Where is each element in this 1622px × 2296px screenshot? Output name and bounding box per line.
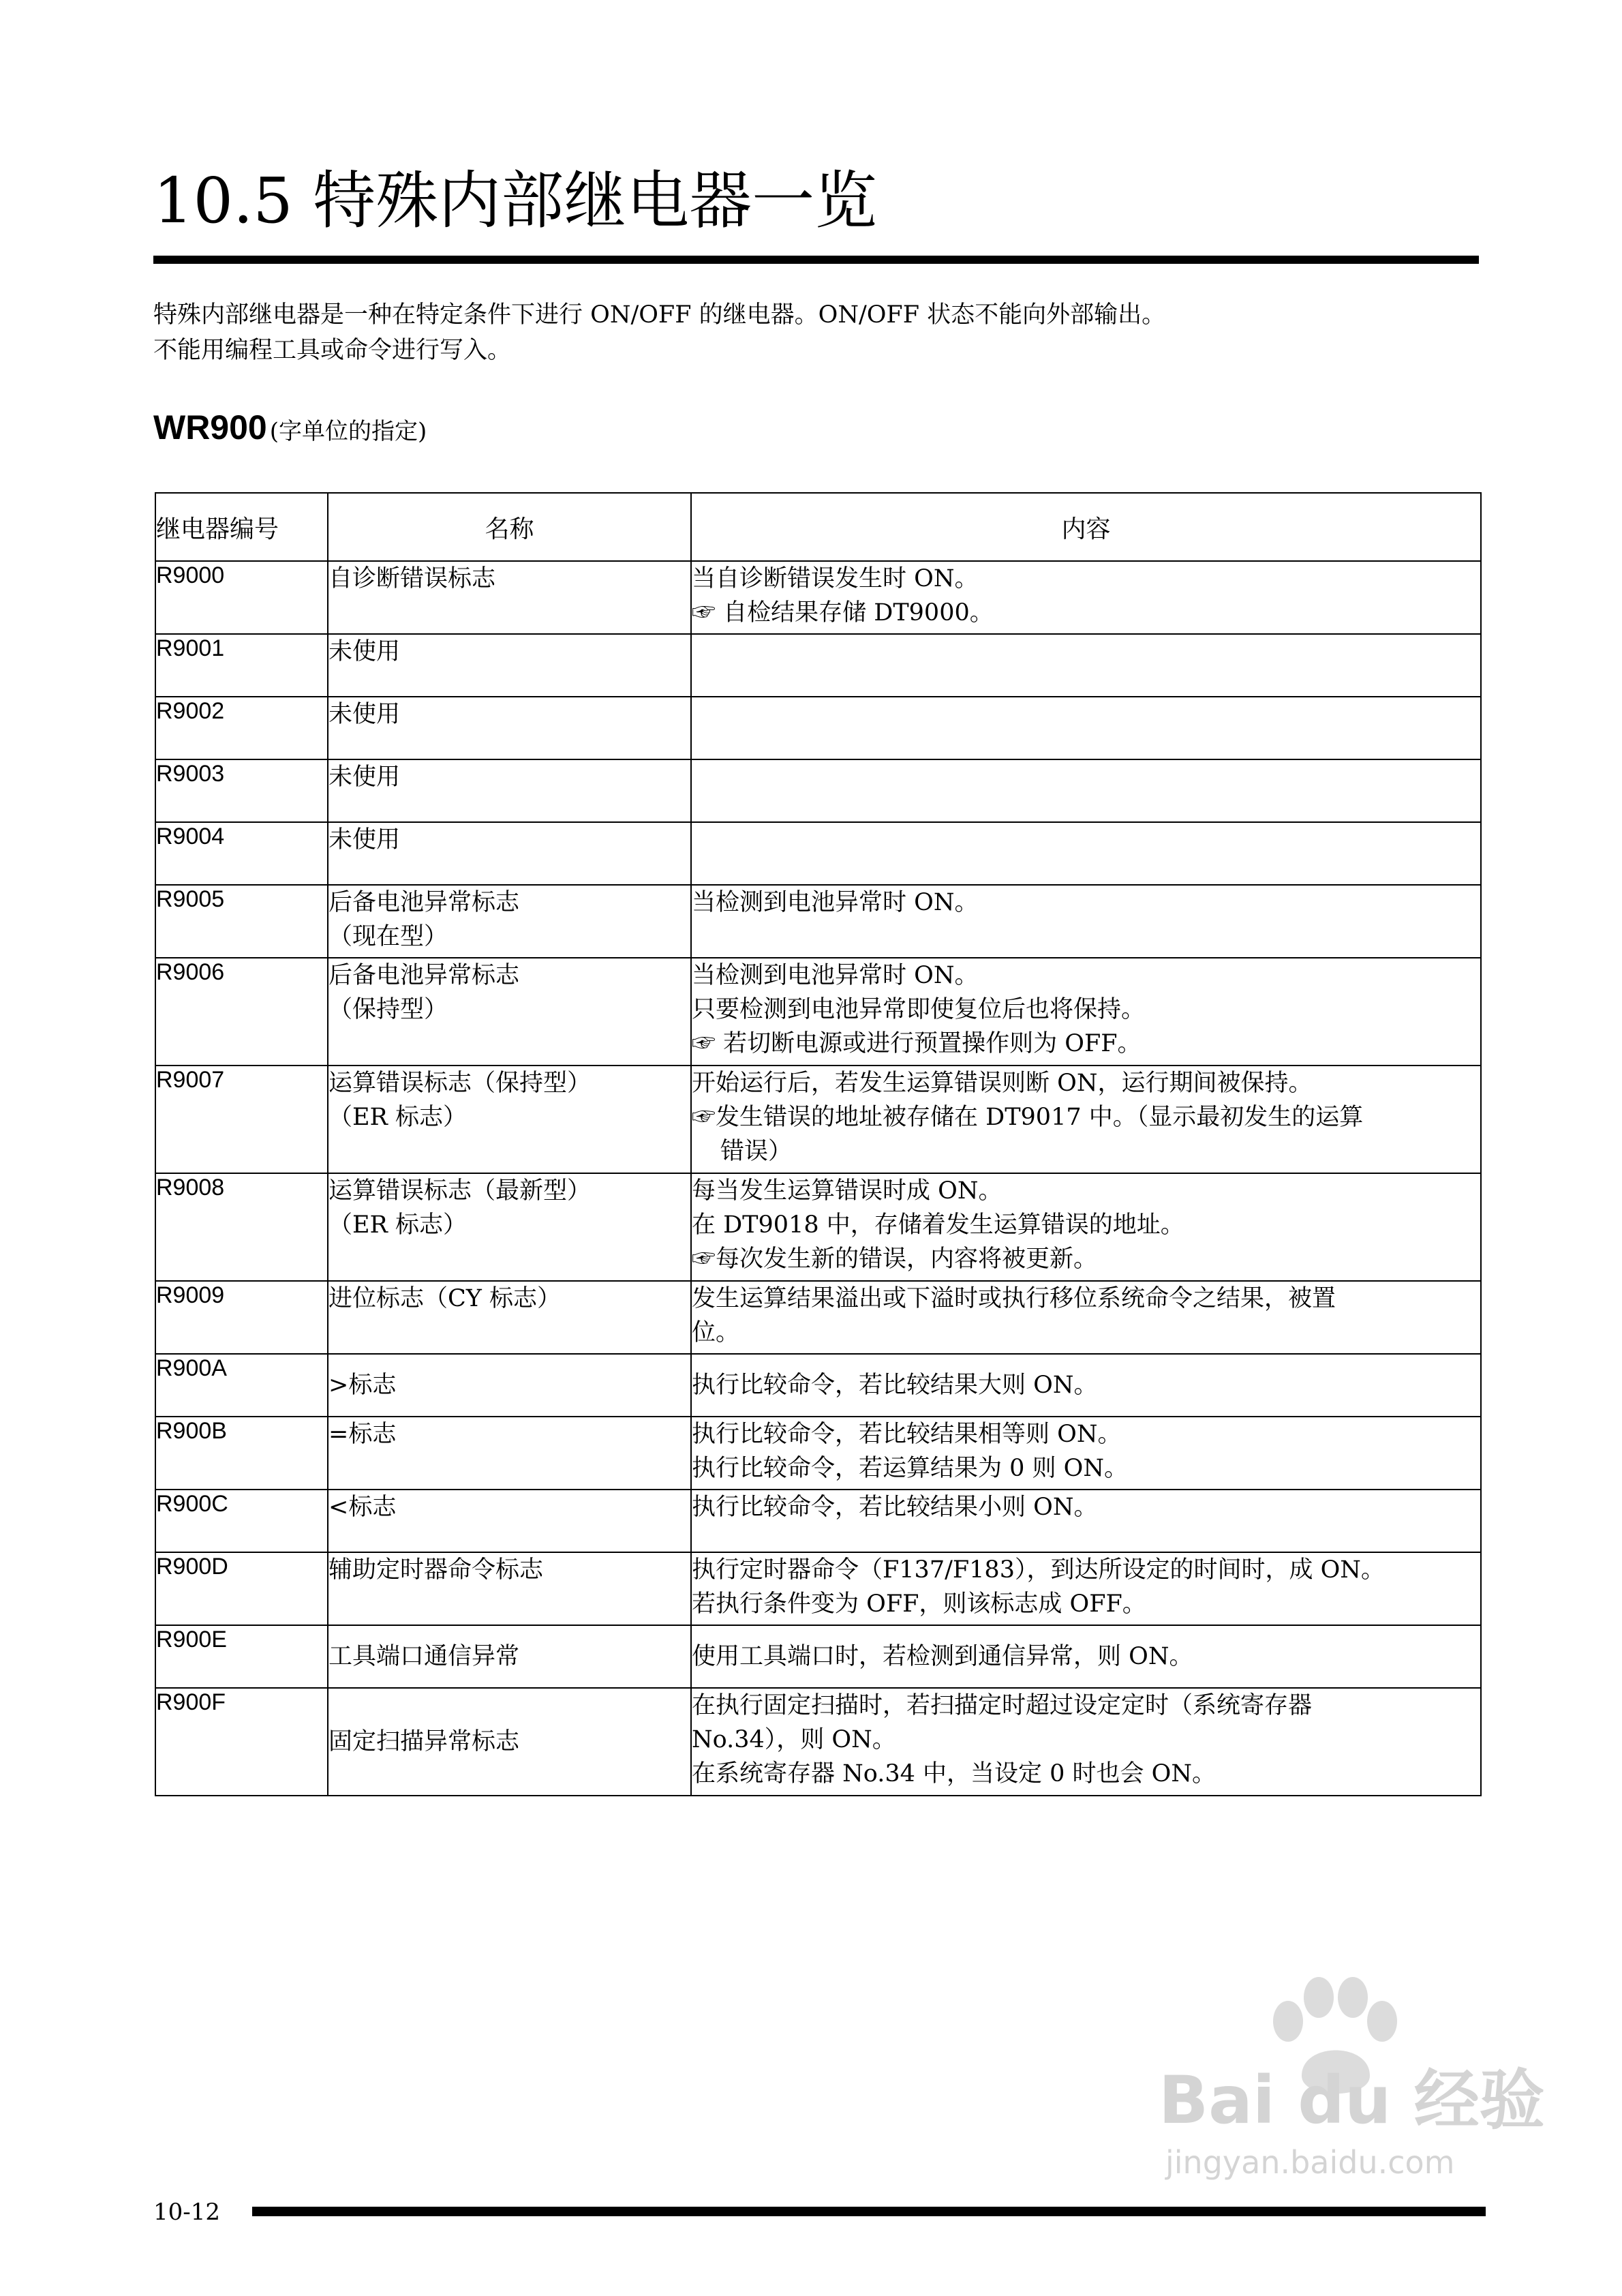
name-line: 未使用 [328, 701, 401, 728]
header-content: 内容 [691, 493, 1481, 561]
relay-no: R9001 [155, 634, 328, 697]
section-note: (字单位的指定) [269, 418, 427, 445]
relay-name [328, 885, 691, 958]
name-line: 运算错误标志（保持型） [328, 1070, 592, 1097]
relay-name [328, 561, 691, 634]
relay-content [691, 1490, 1481, 1552]
relay-name [328, 1066, 691, 1173]
intro-line-1: 特殊内部继电器是一种在特定条件下进行 ON/OFF 的继电器。ON/OFF 状态不能向外部输出。 [153, 301, 1166, 329]
relay-content [691, 958, 1481, 1066]
relay-content [691, 1688, 1481, 1796]
table-header-row [155, 493, 1481, 561]
relay-name [328, 1417, 691, 1490]
watermark [1159, 1974, 1545, 2181]
content-line: 在执行固定扫描时，若扫描定时超过设定定时（系统寄存器 [692, 1692, 1313, 1719]
content-line: 每当发生运算错误时成 ON。 [692, 1177, 1003, 1205]
intro-text [153, 297, 1165, 368]
page-number: 10-12 [153, 2199, 221, 2226]
relay-no: R900D [155, 1552, 328, 1625]
relay-content [691, 1417, 1481, 1490]
relay-no: R9000 [155, 561, 328, 634]
name-line: >标志 [328, 1372, 397, 1399]
name-line: =标志 [328, 1421, 397, 1448]
content-line: 在 DT9018 中，存储着发生运算错误的地址。 [692, 1211, 1184, 1239]
watermark-brand: Bai du 经验 [1159, 2062, 1545, 2139]
content-line: 执行比较命令，若运算结果为 0 则 ON。 [692, 1455, 1128, 1482]
relay-content [691, 561, 1481, 634]
table-row [155, 1490, 1481, 1552]
relay-name [328, 759, 691, 822]
relay-no: R900E [155, 1625, 328, 1688]
table-row [155, 634, 1481, 697]
content-line: 当自诊断错误发生时 ON。 [692, 565, 979, 592]
relay-content [691, 1066, 1481, 1173]
name-line: 运算错误标志（最新型） [328, 1177, 592, 1205]
content-line: 只要检测到电池异常即使复位后也将保持。 [692, 996, 1146, 1023]
relay-name [328, 1552, 691, 1625]
footer-divider [252, 2207, 1486, 2216]
table-row [155, 561, 1481, 634]
intro-line-2: 不能用编程工具或命令进行写入。 [153, 337, 512, 364]
name-line: （保持型） [328, 996, 448, 1023]
relay-no: R9009 [155, 1281, 328, 1354]
relay-content [691, 1552, 1481, 1625]
table-row [155, 1173, 1481, 1281]
content-line: 若执行条件变为 OFF，则该标志成 OFF。 [692, 1590, 1146, 1618]
content-line: ☞发生错误的地址被存储在 DT9017 中。（显示最初发生的运算 [692, 1104, 1364, 1131]
table-row [155, 958, 1481, 1066]
relay-no: R900F [155, 1688, 328, 1796]
content-line: 在系统寄存器 No.34 中，当设定 0 时也会 ON。 [692, 1760, 1216, 1787]
header-name: 名称 [328, 493, 691, 561]
table-row [155, 822, 1481, 885]
table-row [155, 759, 1481, 822]
relay-content [691, 634, 1481, 697]
relay-name [328, 1354, 691, 1417]
table-row [155, 1281, 1481, 1354]
table-row [155, 1066, 1481, 1173]
table-row [155, 1552, 1481, 1625]
name-line: 工具端口通信异常 [328, 1643, 520, 1670]
relay-no: R900A [155, 1354, 328, 1417]
name-line: 辅助定时器命令标志 [328, 1556, 544, 1584]
relay-name [328, 1688, 691, 1796]
name-line: 固定扫描异常标志 [328, 1728, 520, 1755]
content-line: 错误） [720, 1138, 793, 1165]
relay-no: R9007 [155, 1066, 328, 1173]
relay-name [328, 822, 691, 885]
relay-content [691, 1625, 1481, 1688]
relay-name [328, 697, 691, 759]
table-row [155, 1688, 1481, 1796]
table-row [155, 1625, 1481, 1688]
name-line: （ER 标志） [328, 1211, 468, 1239]
relay-content [691, 697, 1481, 759]
content-line: 执行比较命令，若比较结果大则 ON。 [692, 1372, 1098, 1399]
section-name: WR900 [153, 408, 267, 447]
relay-no: R900B [155, 1417, 328, 1490]
relay-no: R9002 [155, 697, 328, 759]
name-line: 自诊断错误标志 [328, 565, 496, 592]
header-relay-no: 继电器编号 [155, 493, 328, 561]
relay-name [328, 634, 691, 697]
relay-content [691, 1173, 1481, 1281]
name-line: 未使用 [328, 638, 401, 665]
relay-no: R9008 [155, 1173, 328, 1281]
content-line: No.34），则 ON。 [692, 1726, 896, 1753]
relay-name [328, 1625, 691, 1688]
relay-content [691, 822, 1481, 885]
content-line: 当检测到电池异常时 ON。 [692, 889, 979, 916]
name-line: 未使用 [328, 764, 401, 791]
content-line: 执行比较命令，若比较结果小则 ON。 [692, 1494, 1098, 1521]
name-line: （ER 标志） [328, 1104, 468, 1131]
relay-content [691, 759, 1481, 822]
watermark-url: jingyan.baidu.com [1165, 2144, 1455, 2181]
relay-no: R9003 [155, 759, 328, 822]
content-line: 使用工具端口时，若检测到通信异常，则 ON。 [692, 1643, 1193, 1670]
relay-content [691, 885, 1481, 958]
content-line: 位。 [692, 1319, 740, 1346]
title-divider [153, 256, 1479, 264]
content-line: ☞每次发生新的错误，内容将被更新。 [692, 1245, 1098, 1273]
relay-no: R9004 [155, 822, 328, 885]
relay-content [691, 1281, 1481, 1354]
special-relay-table [155, 492, 1482, 1796]
content-line: ☞ 自检结果存储 DT9000。 [692, 599, 994, 626]
content-line: 当检测到电池异常时 ON。 [692, 962, 979, 989]
name-line: 后备电池异常标志 [328, 889, 520, 916]
content-line: 执行定时器命令（F137/F183），到达所设定的时间时，成 ON。 [692, 1556, 1385, 1584]
table-row [155, 1417, 1481, 1490]
table-row [155, 1354, 1481, 1417]
name-line: 进位标志（CY 标志） [328, 1285, 562, 1312]
relay-name [328, 1281, 691, 1354]
relay-name [328, 1490, 691, 1552]
content-line: 发生运算结果溢出或下溢时或执行移位系统命令之结果，被置 [692, 1285, 1336, 1312]
name-line: 后备电池异常标志 [328, 962, 520, 989]
content-line: 执行比较命令，若比较结果相等则 ON。 [692, 1421, 1122, 1448]
content-line: ☞ 若切断电源或进行预置操作则为 OFF。 [692, 1030, 1142, 1057]
name-line: （现在型） [328, 923, 448, 950]
relay-name [328, 958, 691, 1066]
content-line: 开始运行后，若发生运算错误则断 ON，运行期间被保持。 [692, 1070, 1313, 1097]
name-line: <标志 [328, 1494, 397, 1521]
relay-name [328, 1173, 691, 1281]
relay-no: R9005 [155, 885, 328, 958]
table-row [155, 885, 1481, 958]
section-heading [153, 408, 427, 447]
relay-content [691, 1354, 1481, 1417]
name-line: 未使用 [328, 826, 401, 854]
relay-no: R900C [155, 1490, 328, 1552]
table-row [155, 697, 1481, 759]
page-title: 10.5 特殊内部继电器一览 [153, 164, 878, 237]
relay-no: R9006 [155, 958, 328, 1066]
